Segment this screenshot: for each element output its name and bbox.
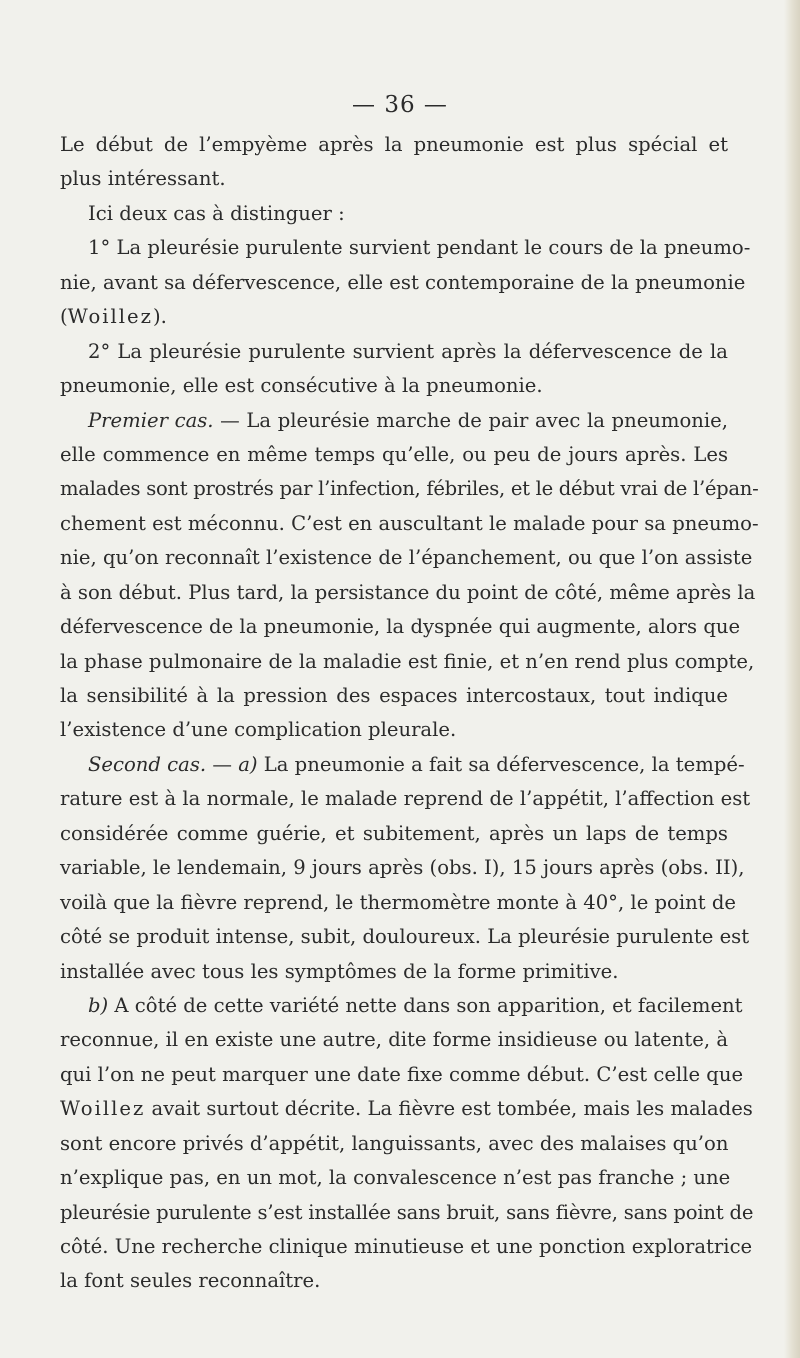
page-edge-shadow [784, 0, 800, 1358]
text-line: malades sont prostrés par l’infection, fébriles, et le début vrai de l’épan- [60, 477, 759, 501]
text-line: reconnue, il en existe une autre, dite forme insidieuse ou latente, à [60, 1028, 728, 1052]
section-heading: Second cas. [88, 752, 207, 776]
text-line: b) A côté de cette variété nette dans son apparition, et facilement [88, 993, 743, 1017]
text-line: installée avec tous les symptômes de la forme primitive. [60, 959, 619, 983]
text-line: sont encore privés d’appétit, languissants, avec des malaises qu’on [60, 1131, 729, 1155]
text-line: la sensibilité à la pression des espaces intercostaux, tout indique [60, 684, 728, 707]
text-line: elle commence en même temps qu’elle, ou peu de jours après. Les [60, 442, 728, 466]
text-line: chement est méconnu. C’est en auscultant le malade pour sa pneumo- [60, 511, 759, 535]
text-line: nie, avant sa défervescence, elle est contemporaine de la pneumonie [60, 270, 746, 294]
text-line: pneumonie, elle est consécutive à la pneumonie. [60, 374, 543, 398]
text-line: côté. Une recherche clinique minutieuse et une ponction exploratrice [60, 1235, 753, 1258]
text-line: considérée comme guérie, et subitement, après un laps de temps [60, 821, 728, 845]
text-line: variable, le lendemain, 9 jours après (obs. I), 15 jours après (obs. II), [60, 856, 745, 880]
text-line: côté se produit intense, subit, douloureux. La pleurésie purulente est [60, 925, 750, 949]
text-line: la phase pulmonaire de la maladie est finie, et n’en rend plus compte, [60, 649, 755, 673]
text-line: 1° La pleurésie purulente survient pendant le cours de la pneumo- [88, 236, 751, 260]
author-name: Woillez [60, 1097, 146, 1121]
text-line: qui l’on ne peut marquer une date fixe comme début. C’est celle que [60, 1062, 744, 1086]
text-line: voilà que la fièvre reprend, le thermomètre monte à 40°, le point de [60, 890, 736, 914]
text-line: l’existence d’une complication pleurale. [60, 718, 457, 742]
page-number: — 36 — [352, 92, 448, 118]
body-text [60, 128, 759, 1299]
text-line: Ici deux cas à distinguer : [88, 201, 345, 225]
text-line: Premier cas. — La pleurésie marche de pair avec la pneumonie, [88, 408, 728, 432]
text-line: pleurésie purulente s’est installée sans bruit, sans fièvre, sans point de [60, 1200, 754, 1224]
text-line: à son début. Plus tard, la persistance du point de côté, même après la [60, 580, 756, 604]
text-line: Le début de l’empyème après la pneumonie est plus spécial et [60, 133, 728, 156]
text-line: la font seules reconnaître. [60, 1269, 321, 1293]
text-line: Second cas. — a) La pneumonie a fait sa défervescence, la tempé- [88, 752, 745, 776]
author-name: Woillez [67, 305, 153, 329]
text-line: Woillez avait surtout décrite. La fièvre est tombée, mais les malades [60, 1097, 753, 1121]
text-line: plus intéressant. [60, 167, 226, 191]
list-marker: a) [238, 752, 258, 776]
text-line: (Woillez). [60, 305, 167, 329]
text-line: rature est à la normale, le malade reprend de l’appétit, l’affection est [60, 787, 751, 811]
text-line: nie, qu’on reconnaît l’existence de l’épanchement, ou que l’on assiste [60, 546, 753, 570]
text-line: 2° La pleurésie purulente survient après la défervescence de la [88, 339, 728, 363]
text-line: n’explique pas, en un mot, la convalescence n’est pas franche ; une [60, 1166, 731, 1190]
list-marker: b) [88, 993, 109, 1017]
section-heading: Premier cas. [88, 408, 214, 432]
text-line: défervescence de la pneumonie, la dyspnée qui augmente, alors que [60, 615, 741, 639]
